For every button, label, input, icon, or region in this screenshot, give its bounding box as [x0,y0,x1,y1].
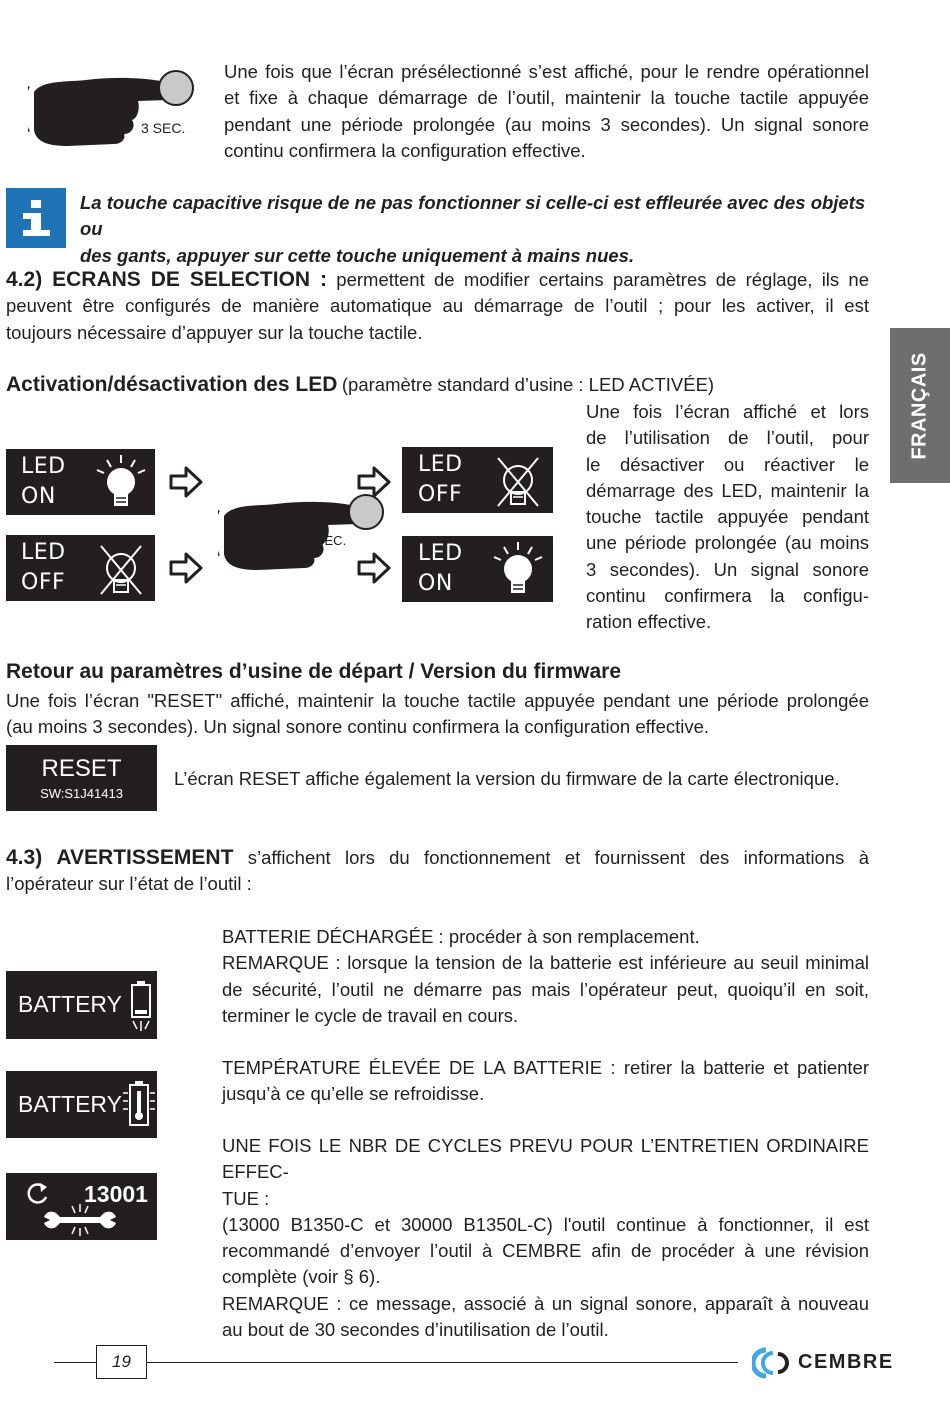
warning-line: TUE : [222,1187,270,1209]
section-4-3-heading: 4.3) AVERTISSEMENT [6,846,234,869]
reset-title: Retour au paramètres d’usine de départ / Version du firmware [6,660,622,683]
led-description [586,399,869,636]
led-line: le désactiver ou réactiver le [586,453,869,475]
info-icon [6,188,66,248]
screen-maintenance [6,1173,157,1240]
footer-rule [54,1362,738,1363]
cembre-logo-icon [752,1347,790,1379]
page-number [96,1345,147,1379]
language-tab-label: FRANÇAIS [908,351,931,460]
firmware-version: SW:S1J41413 [40,786,123,801]
section-4-3-line [6,845,869,871]
warning-line: jusqu’à ce qu’elle se refroidisse. [222,1083,485,1105]
screen-text: OFF [21,570,66,595]
warning-line: UNE FOIS LE NBR DE CYCLES PREVU POUR L’ENTRETIEN ORDINAIRE EFFEC- [222,1135,869,1183]
screen-led-off [402,447,553,513]
battery-label: BATTERY [18,1091,122,1117]
section-4-2-line: toujours nécessaire d’appuyer sur la touche tactile. [6,321,423,343]
screen-text: LED [418,541,463,566]
warning-line: REMARQUE : lorsque la tension de la batterie est inférieure au seuil minimal [222,952,869,974]
section-4-2 [6,267,869,346]
warning-line: BATTERIE DÉCHARGÉE : procéder à son remplacement. [222,926,700,947]
screen-text: ON [418,571,453,596]
screen-led-off [6,535,155,601]
battery-low-text [222,924,869,1029]
section-4-2-heading: 4.2) ECRANS DE SELECTION : [6,268,328,291]
warning-line: complète (voir § 6). [222,1266,381,1288]
brand-name: CEMBRE [798,1351,894,1373]
led-line: de l’utilisation de l’outil, pour [586,427,869,449]
bulb-on-icon [490,539,546,599]
led-line: Une fois l’écran affiché et lors [586,401,869,422]
wrench-icon [36,1203,128,1237]
page-number-text: 19 [112,1352,131,1371]
info-note-line: des gants, appuyer sur cette touche uniquement à mains nues. [80,244,635,266]
section-4-2-text: permettent de modifier certains paramètres de réglage, ils ne [336,269,870,290]
reset-paragraph [6,688,869,741]
language-tab [890,328,950,483]
hand-press-icon [28,68,198,150]
section-4-3 [6,845,869,898]
bulb-off-icon [93,538,149,598]
maintenance-text [222,1133,869,1343]
battery-hot-text [222,1055,869,1108]
led-line: ration effective. [586,611,712,633]
battery-low-icon [128,979,154,1033]
intro-line: Une fois que l’écran présélectionné s’est affiché, pour le rendre opérationnel [224,61,869,82]
arrow-right-icon [357,551,393,587]
screen-reset [6,745,157,811]
cycle-count: 13001 [84,1181,148,1207]
warning-line: TEMPÉRATURE ÉLEVÉE DE LA BATTERIE : retirer la batterie et patienter [222,1057,869,1078]
warning-line: de sécurité, l’outil ne démarre pas mais l’opérateur peut, quoiqu’il en soit, [222,978,869,1000]
intro-line: continu confirmera la configuration effective. [224,139,586,161]
arrow-right-icon [169,551,205,587]
info-note-line: La touche capacitive risque de ne pas fonctionner si celle-ci est effleurée avec des objets ou [80,192,866,240]
section-4-3-line: l’opérateur sur l’état de l’outil : [6,873,252,895]
reset-line: (au moins 3 secondes). Un signal sonore continu confirmera la configuration effective. [6,716,710,738]
battery-temperature-icon [122,1079,156,1131]
warning-line: au bout de 30 secondes d’inutilisation de l’outil. [222,1319,609,1341]
arrow-right-icon [169,465,205,501]
led-line: touche tactile appuyée pendant [586,506,869,528]
bulb-on-icon [93,452,149,512]
led-line: une période prolongée (au moins [586,532,869,554]
bulb-off-icon [490,450,546,510]
led-line: 3 secondes). Un signal sonore [586,558,869,580]
reset-screen-title: RESET [41,755,122,782]
hand-hold-label: 3 SEC. [141,120,186,136]
reset-line: Une fois l’écran "RESET" affiché, maintenir la touche tactile appuyée pendant une période prolongée [6,690,869,711]
led-line: démarrage des LED, maintenir la [586,479,869,501]
screen-led-on [402,536,553,602]
warning-line: REMARQUE : ce message, associé à un signal sonore, apparaît à nouveau [222,1292,869,1314]
section-4-2-line: peuvent être configurés de manière automatique au démarrage de l’outil ; pour les activer, il est [6,295,869,317]
screen-text: ON [21,484,56,509]
led-subtitle: (paramètre standard d’usine : LED ACTIVÉE) [341,374,715,395]
section-4-3-text: s’affichent lors du fonctionnement et fournissent des informations à [247,847,869,868]
screen-text: OFF [418,482,463,507]
hand-hold-label: 3 SEC. [305,533,347,548]
screen-text: LED [21,540,66,565]
screen-battery-low [6,971,157,1039]
intro-line: pendant une période prolongée (au moins 3 secondes). Un signal sonore [224,113,869,135]
warning-line: recommandé d’envoyer l’outil à CEMBRE afin de procéder à une révision [222,1240,869,1262]
intro-paragraph [224,59,869,164]
screen-led-on [6,449,155,515]
screen-text: LED [21,454,66,479]
battery-label: BATTERY [18,991,122,1017]
screen-battery-temperature [6,1071,157,1138]
warning-line: (13000 B1350-C et 30000 B1350L-C) l'outil continue à fonctionner, il est [222,1213,869,1235]
intro-line: et fixe à chaque démarrage de l’outil, maintenir la touche tactile appuyée [224,87,869,109]
section-4-2-line [6,267,869,293]
led-line: continu confirmera la configu- [586,585,869,607]
led-section-title [6,372,714,398]
info-note [80,190,870,269]
screen-text: LED [418,452,463,477]
led-title: Activation/désactivation des LED [6,373,338,396]
arrow-right-icon [357,465,393,501]
reset-caption: L’écran RESET affiche également la version du firmware de la carte électronique. [174,768,840,789]
warning-line: terminer le cycle de travail en cours. [222,1004,519,1026]
